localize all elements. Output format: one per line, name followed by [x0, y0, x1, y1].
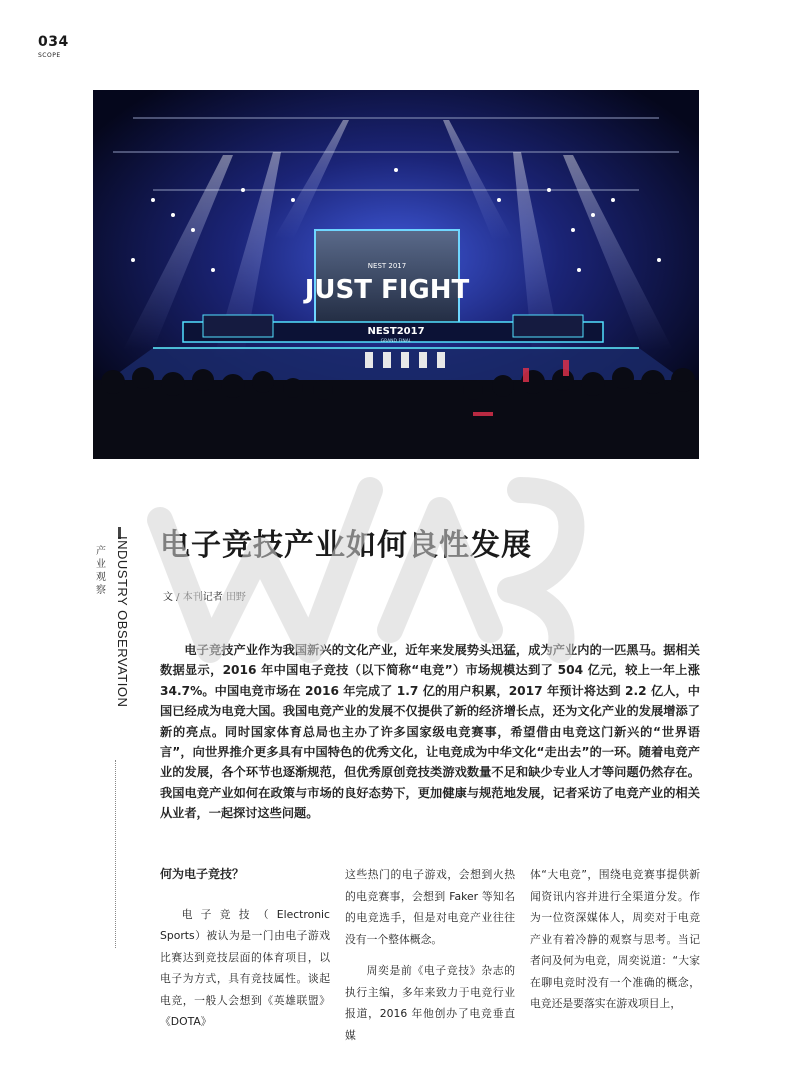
dotted-divider	[115, 760, 116, 948]
article-title: 电子竞技产业如何良性发展	[160, 528, 532, 563]
article-byline: 文 / 本刊记者 田野	[163, 592, 246, 603]
screen-top-text: NEST 2017	[367, 262, 407, 270]
side-column-label-en: INDUSTRY OBSERVATION	[115, 536, 130, 708]
body-paragraph: 电子竞技（Electronic Sports）被认为是一门由电子游戏比赛达到竞技层面的体育项目，以电子为方式，具有竞技属性。谈起电竞，一般人会想到《英雄联盟》《DOTA》	[160, 907, 330, 1028]
screen-main-text: JUST FIGHT	[304, 275, 470, 305]
section-label: SCOPE	[38, 52, 61, 59]
body-paragraph: 体“大电竞”，围绕电竞赛事提供新闻资讯内容并进行全渠道分发。作为一位资深媒体人，周奕对于电竞产业有着冷静的观察与思考。当记者问及何为电竞，周奕说道：“大家在聊电竞时没有一个准确的概念，电竞还是要落实在游戏项目上，	[530, 868, 700, 1010]
section-heading: 何为电子竞技？	[160, 867, 245, 881]
body-column-2	[345, 864, 515, 1046]
body-paragraph: 周奕是前《电子竞技》杂志的执行主编，多年来致力于电竞行业报道，2016 年他创办了电竞垂直媒	[345, 964, 515, 1042]
side-column-label-cn: 产业观察	[96, 546, 106, 596]
page-number: 034	[38, 34, 69, 50]
article-lede: 电子竞技产业作为我国新兴的文化产业，近年来发展势头迅猛，成为产业内的一匹黑马。据相关数据显示，2016 年中国电子竞技（以下简称“电竞”）市场规模达到了 504 亿元，较上一年上涨 34.7%。中国电竞市场在 2016 年完成了 1.7 亿的用户积累，2017 年预计将达到 2.2 亿人，中国已经成为电竞大国。我国电竞产业的发展不仅提供了新的经济增长点，还为文化产业的发展增添了新的亮点。同时国家体育总局也主办了许多国家级电竞赛事，希望借由电竞这门新兴的“世界语言”，向世界推介更多具有中国特色的优秀文化，让电竞成为中华文化“走出去”的一环。随着电竞产业的发展，各个环节也逐渐规范，但优秀原创竞技类游戏数量不足和缺少专业人才等问题仍然存在。我国电竞产业如何在政策与市场的良好态势下，更加健康与规范地发展，记者采访了电竞产业的相关从业者，一起探讨这些问题。	[160, 643, 700, 821]
body-column-3	[530, 864, 700, 1015]
esports-arena-photo	[93, 90, 699, 459]
stage-logo-text: NEST2017	[367, 326, 425, 337]
stage-sub-text: GRAND FINAL	[380, 339, 412, 344]
body-column-1	[160, 864, 330, 1033]
body-paragraph: 这些热门的电子游戏，会想到火热的电竞赛事，会想到 Faker 等知名的电竞选手，但是对电竞产业往往没有一个整体概念。	[345, 868, 515, 946]
